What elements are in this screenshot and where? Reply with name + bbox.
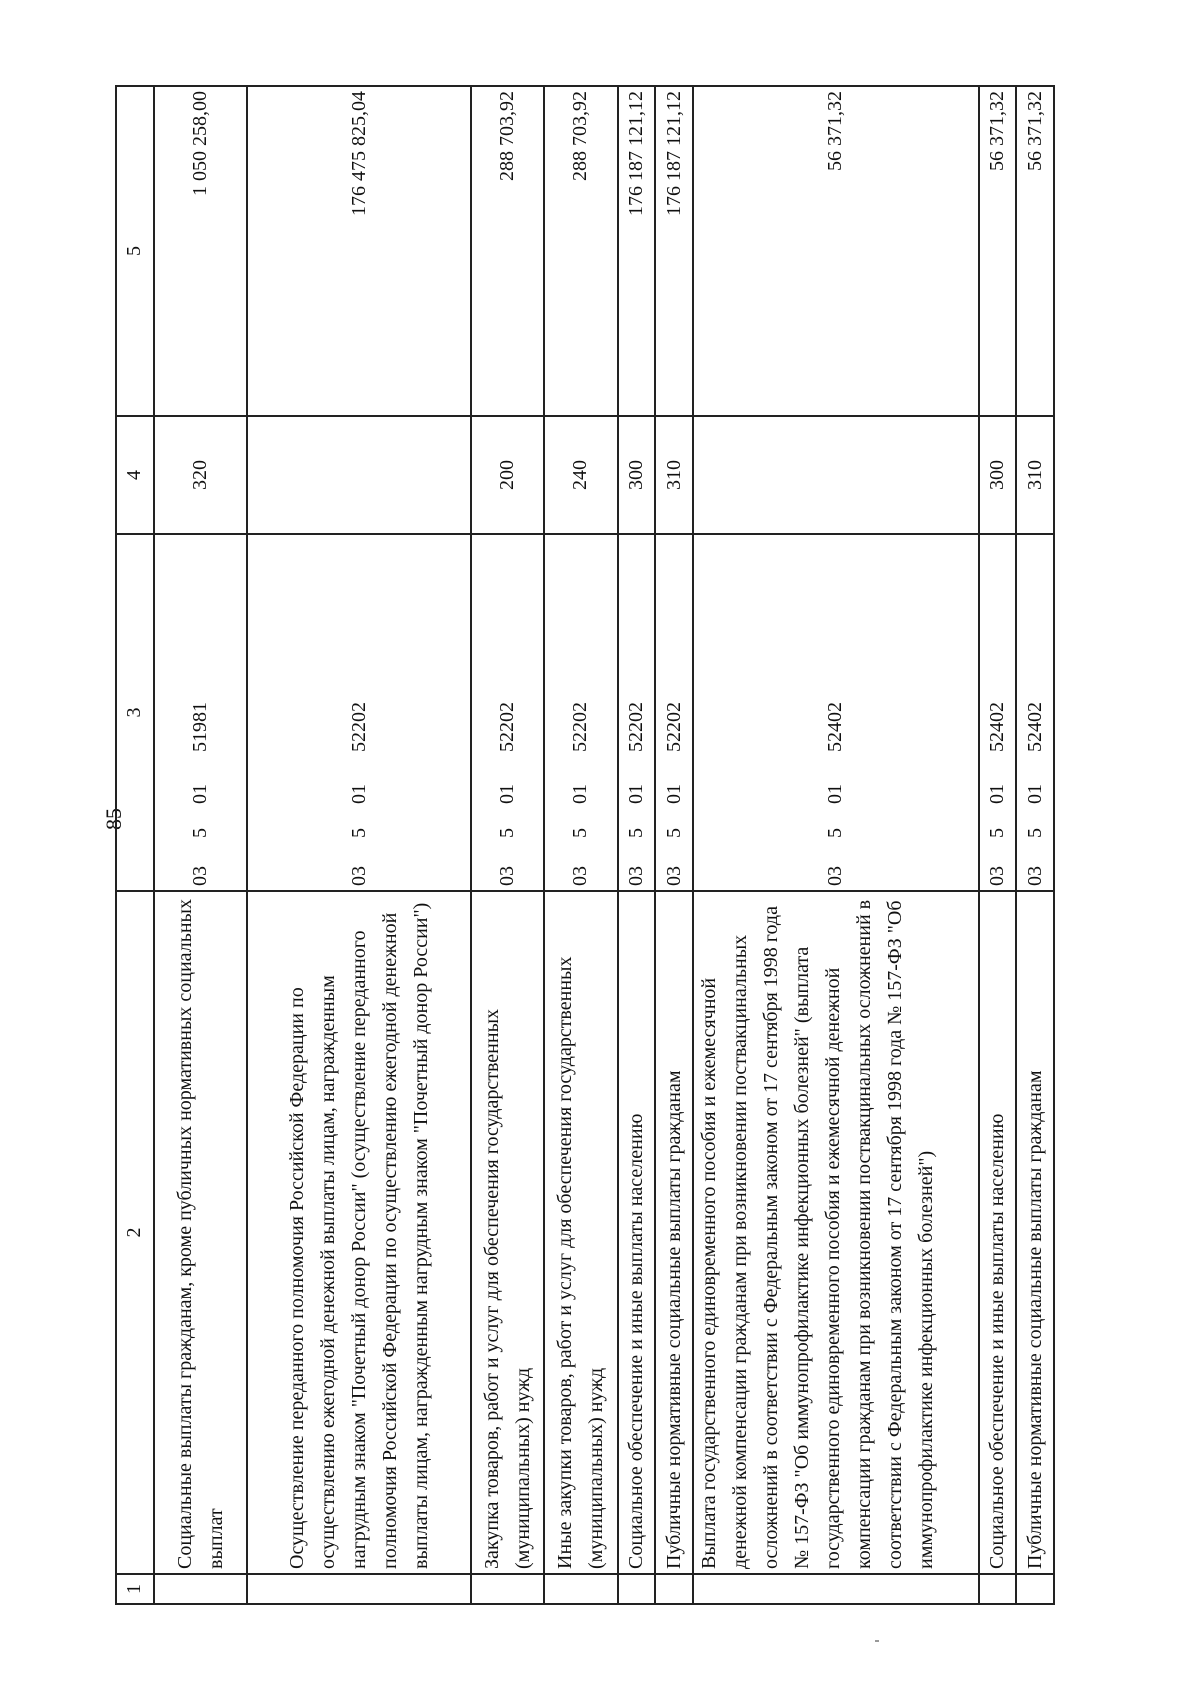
header-col-5: 5: [116, 86, 154, 416]
page-number: 85: [101, 808, 126, 830]
row-amount: 176 475 825,04: [247, 86, 471, 416]
code-part: 01: [569, 784, 592, 804]
header-col-1: 1: [116, 1574, 154, 1604]
code-part: 01: [189, 784, 212, 804]
code-part: 5: [985, 828, 1008, 838]
code-part: 51981: [189, 702, 212, 752]
code-part: 5: [189, 828, 212, 838]
row-amount: 56 371,32: [979, 86, 1017, 416]
row-amount: 288 703,92: [471, 86, 544, 416]
code-part: 5: [569, 828, 592, 838]
header-col-2: 2: [116, 891, 154, 1574]
table-row: [693, 86, 979, 1604]
row-vr: 310: [655, 416, 693, 534]
scan-speck: [875, 1640, 879, 1642]
row-code: [247, 534, 471, 891]
row-index: [247, 1574, 471, 1604]
row-index: [544, 1574, 617, 1604]
row-amount: 1 050 258,00: [154, 86, 248, 416]
row-vr: 320: [154, 416, 248, 534]
table-row: [471, 86, 544, 1604]
header-col-4: 4: [116, 416, 154, 534]
code-part: 52202: [347, 702, 370, 752]
code-part: 52202: [624, 702, 647, 752]
row-amount: 56 371,32: [1016, 86, 1054, 416]
row-description: Публичные нормативные социальные выплаты гражданам: [1016, 891, 1054, 1574]
row-description: Осуществление переданного полномочия Российской Федерации по осуществлению ежегодной денежной выплаты лицам, награжденным нагрудным знаком "Почетный донор России" (осуществление переданного полномочия Российской Федерации по осуществлению ежегодной денежной выплаты лицам, награжденным нагрудным знаком "Почетный донор России"): [247, 891, 471, 1574]
row-index: [1016, 1574, 1054, 1604]
row-description: Социальные выплаты гражданам, кроме публичных нормативных социальных выплат: [154, 891, 248, 1574]
row-code: [471, 534, 544, 891]
code-part: 03: [569, 866, 592, 886]
code-part: 52202: [662, 702, 685, 752]
code-part: 03: [985, 866, 1008, 886]
row-amount: 56 371,32: [693, 86, 979, 416]
rotated-table-wrapper: [115, 85, 1055, 1605]
code-part: 52402: [824, 702, 847, 752]
code-part: 5: [824, 828, 847, 838]
row-description: Публичные нормативные социальные выплаты гражданам: [655, 891, 693, 1574]
code-part: 52402: [985, 702, 1008, 752]
code-part: 03: [824, 866, 847, 886]
table-row: [154, 86, 248, 1604]
table-row: [618, 86, 656, 1604]
code-part: 01: [347, 784, 370, 804]
budget-table: [115, 85, 1055, 1605]
header-row: [116, 86, 154, 1604]
code-part: 01: [985, 784, 1008, 804]
code-part: 03: [189, 866, 212, 886]
row-description: Социальное обеспечение и иные выплаты населению: [979, 891, 1017, 1574]
code-part: 03: [347, 866, 370, 886]
code-part: 03: [624, 866, 647, 886]
row-vr: 240: [544, 416, 617, 534]
code-part: 5: [624, 828, 647, 838]
table-row: [247, 86, 471, 1604]
code-part: 01: [824, 784, 847, 804]
row-amount: 176 187 121,12: [655, 86, 693, 416]
code-part: 52202: [569, 702, 592, 752]
row-index: [618, 1574, 656, 1604]
row-vr: 300: [979, 416, 1017, 534]
code-part: 01: [1023, 784, 1046, 804]
code-part: 03: [1023, 866, 1046, 886]
row-description: Иные закупки товаров, работ и услуг для обеспечения государственных (муниципальных) нужд: [544, 891, 617, 1574]
table-row: [544, 86, 617, 1604]
code-part: 52402: [1023, 702, 1046, 752]
row-code: [544, 534, 617, 891]
code-part: 52202: [496, 702, 519, 752]
row-amount: 288 703,92: [544, 86, 617, 416]
row-index: [655, 1574, 693, 1604]
table-row: [979, 86, 1017, 1604]
code-part: 01: [624, 784, 647, 804]
row-vr: 200: [471, 416, 544, 534]
row-index: [154, 1574, 248, 1604]
code-part: 5: [347, 828, 370, 838]
row-code: [693, 534, 979, 891]
row-vr: 300: [618, 416, 656, 534]
row-amount: 176 187 121,12: [618, 86, 656, 416]
row-index: [693, 1574, 979, 1604]
code-part: 5: [662, 828, 685, 838]
code-part: 5: [496, 828, 519, 838]
row-code: [154, 534, 248, 891]
row-description: Социальное обеспечение и иные выплаты населению: [618, 891, 656, 1574]
code-part: 03: [662, 866, 685, 886]
code-part: 03: [496, 866, 519, 886]
row-code: [618, 534, 656, 891]
row-vr: [693, 416, 979, 534]
header-col-3: 3: [116, 534, 154, 891]
code-part: 01: [496, 784, 519, 804]
row-code: [979, 534, 1017, 891]
row-description: Выплата государственного единовременного пособия и ежемесячной денежной компенсации гражданам при возникновении поствакцинальных осложнений в соответствии с Федеральным законом от 17 сентября 1998 года № 157-ФЗ "Об иммунопрофилактике инфекционных болезней" (выплата государственного единовременного пособия и ежемесячной денежной компенсации гражданам при возникновении поствакцинальных осложнений в соответствии с Федеральным законом от 17 сентября 1998 года № 157-ФЗ "Об иммунопрофилактике инфекционных болезней"): [693, 891, 979, 1574]
row-vr: [247, 416, 471, 534]
table-row: [1016, 86, 1054, 1604]
code-part: 01: [662, 784, 685, 804]
row-vr: 310: [1016, 416, 1054, 534]
row-index: [979, 1574, 1017, 1604]
row-code: [1016, 534, 1054, 891]
table-row: [655, 86, 693, 1604]
row-index: [471, 1574, 544, 1604]
code-part: 5: [1023, 828, 1046, 838]
row-description: Закупка товаров, работ и услуг для обеспечения государственных (муниципальных) нужд: [471, 891, 544, 1574]
row-code: [655, 534, 693, 891]
